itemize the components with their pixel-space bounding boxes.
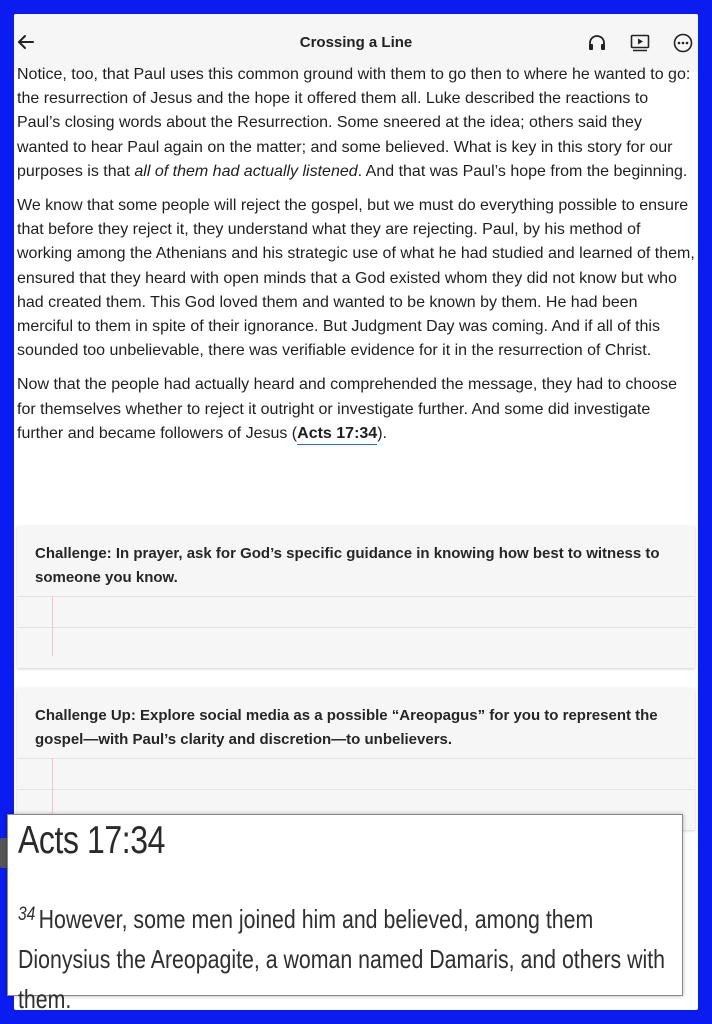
paragraph: We know that some people will reject the gospel, but we must do everything possible to ensure that before they reject it, they understand what they are rejecting. Paul, by his method of working among the Athenians and his strategic use of what he had studied and learned of them, ensured that they heard with open minds that a God existed whom they did not know but who had created them. This God loved them and wanted to be known by them. He had been merciful to them in spite of their ignorance. But Judgment Day was coming. And if all of this sounded too unbelievable, there was verifiable evidence for it in the resurrection of Christ. [17, 197, 695, 360]
page-title: Crossing a Line [299, 34, 413, 51]
headphones-icon [587, 34, 607, 52]
arrow-left-icon [17, 34, 35, 50]
back-button[interactable] [16, 32, 36, 52]
video-button[interactable] [629, 32, 651, 54]
audio-button[interactable] [586, 32, 608, 54]
challenge-text: Challenge: In prayer, ask for God’s specific guidance in knowing how best to witness to someone you know. [35, 545, 660, 586]
notes-input[interactable] [17, 596, 695, 656]
verse-number: 34 [18, 904, 36, 925]
verse-text: $^{34}$ However, some men joined him and believed, among them Dionysius the Areopagite, a woman named Damaris, and others with them. [18, 904, 666, 1014]
popover-title: Acts 17:34 [18, 819, 166, 862]
challenge-text: Challenge Up: Explore social media as a possible “Areopagus” for you to represent the gospel—with Paul’s clarity and discretion—to unbelievers. [35, 707, 658, 748]
challenge-card [17, 526, 695, 668]
play-icon [630, 34, 650, 52]
scripture-reference-link[interactable]: Acts 17:34 [297, 425, 377, 445]
more-icon [673, 33, 693, 53]
scripture-popover[interactable] [7, 814, 683, 1014]
challenge-up-card [17, 688, 695, 830]
emphasis-text: all of them had actually listened [134, 162, 358, 180]
lesson-text [17, 63, 695, 456]
paragraph: Now that the people had actually heard and comprehended the message, they had to choose for themselves whether to reject it outright or investigate further. And some did investigate further and became followers of Jesus (Acts 17:34). [17, 373, 695, 446]
notes-input[interactable] [17, 758, 695, 818]
more-button[interactable] [672, 32, 694, 54]
paragraph: Notice, too, that Paul uses this common ground with them to go then to where he wanted to go: the resurrection of Jesus and the hope it offered them all. Luke described the reactions to Paul’s closing words about the Resurrection. Some sneered at the idea; others said they wanted to hear Paul again on the matter; and some believed. What is key in this story for our purposes is that all of them had actually listened. And that was Paul’s hope from the beginning. [17, 66, 691, 180]
